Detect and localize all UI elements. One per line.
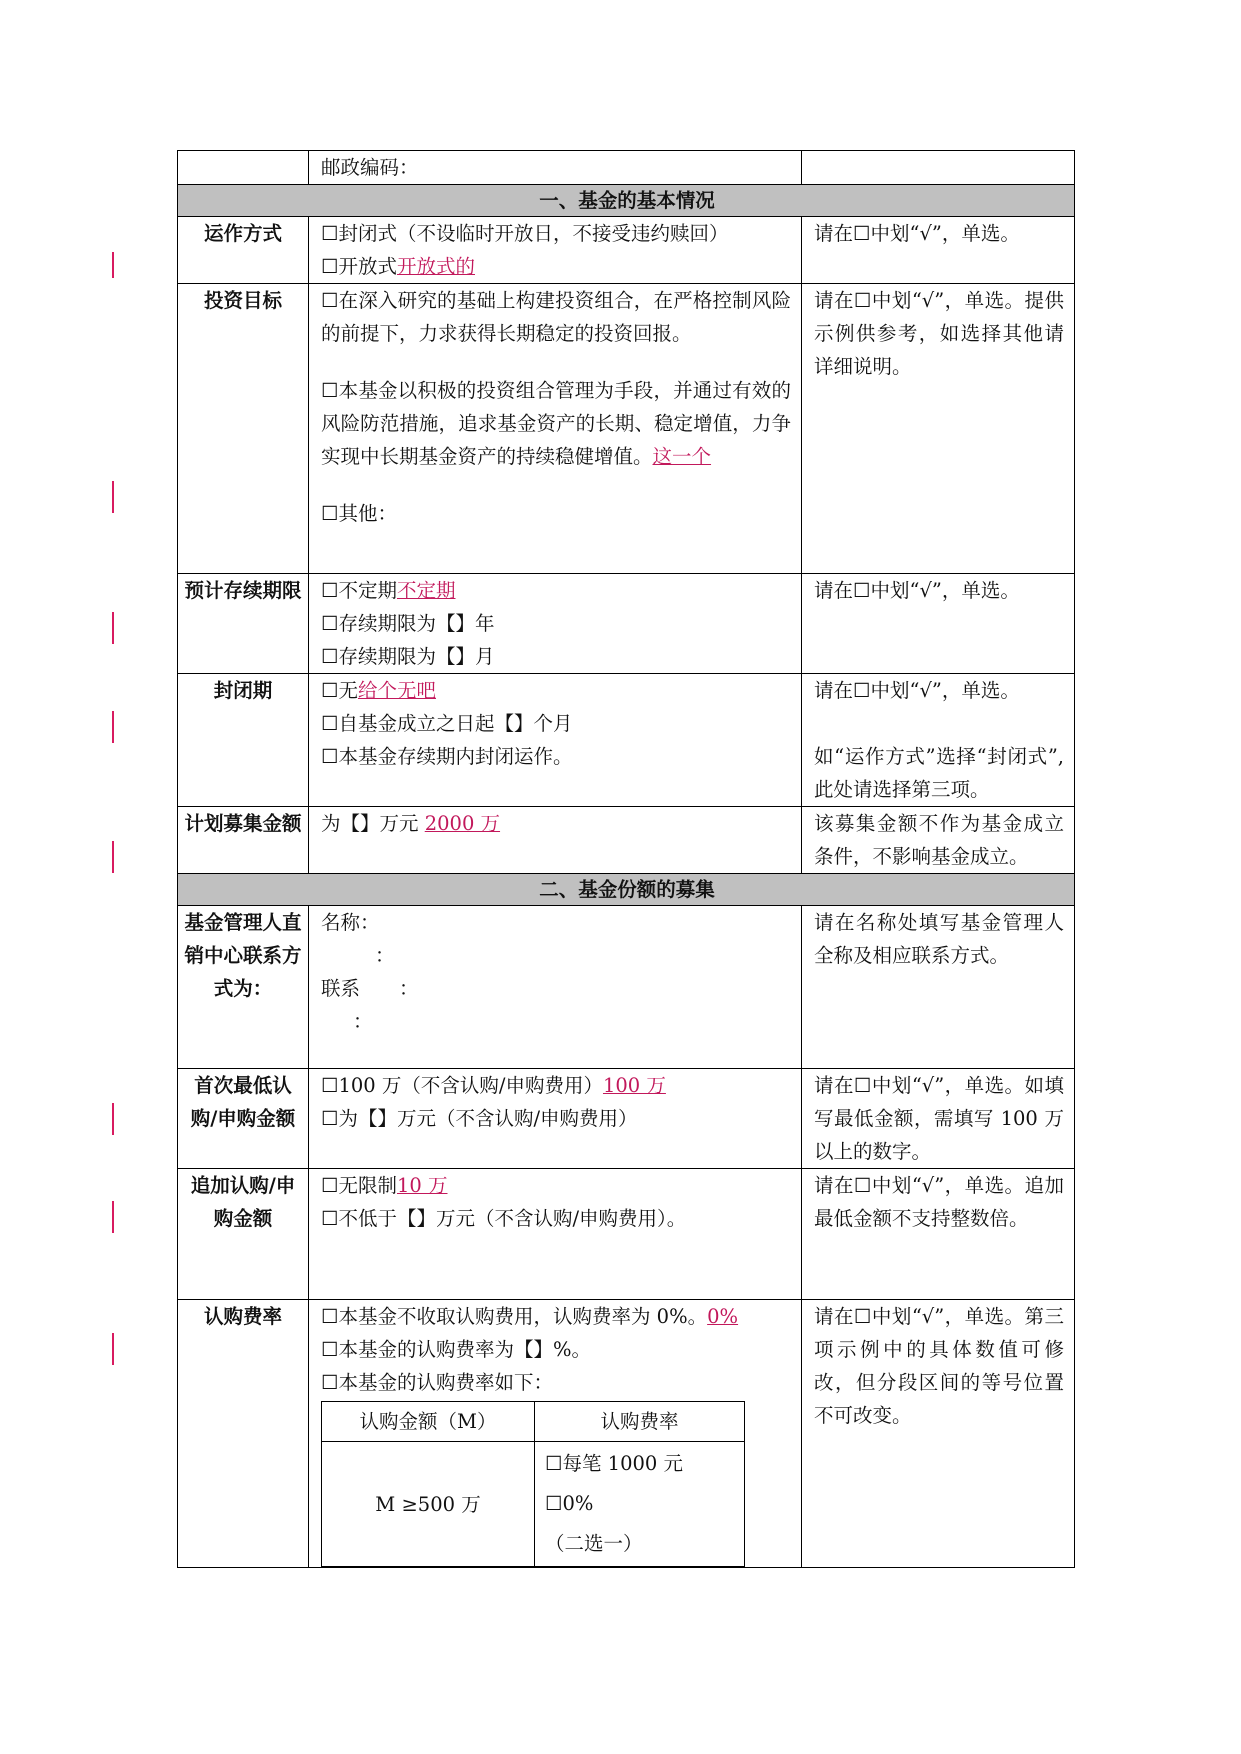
revision-bar [112, 1333, 114, 1365]
choose-one-note: （二选一） [545, 1532, 643, 1555]
section-title: 一、基金的基本情况 [178, 185, 1075, 217]
option-text: ☐不定期 [321, 579, 397, 602]
empty-cell [802, 151, 1075, 185]
row-label: 追加认购/申购金额 [178, 1169, 309, 1300]
instruction-note: 该募集金额不作为基金成立条件，不影响基金成立。 [802, 807, 1075, 874]
inserted-text: 100 万 [602, 1074, 666, 1097]
instruction-note [802, 674, 1075, 807]
contact-field[interactable]: ： [375, 944, 395, 967]
option-years[interactable]: ☐存续期限为【】年 [321, 612, 495, 635]
option-months-from-start[interactable]: ☐自基金成立之日起【】个月 [321, 712, 573, 735]
revision-bar [112, 1103, 114, 1135]
contact-name-field[interactable]: 名称： [321, 911, 380, 934]
option-text: ☐无 [321, 679, 358, 702]
option-per-trade[interactable]: ☐每笔 1000 元 [545, 1452, 684, 1475]
instruction-note: 请在☐中划“√”，单选。追加最低金额不支持整数倍。 [802, 1169, 1075, 1300]
row-label: 封闭期 [178, 674, 309, 807]
note-line: 如“运作方式”选择“封闭式”,此处请选择第三项。 [814, 745, 1064, 801]
fee-table-header [322, 1402, 745, 1442]
row-label: 首次最低认购/申购金额 [178, 1069, 309, 1169]
revision-bar [112, 711, 114, 743]
instruction-note: 请在☐中划“√”，单选。 [802, 217, 1075, 284]
instruction-note: 请在☐中划“√”，单选。如填写最低金额，需填写 100 万以上的数字。 [802, 1069, 1075, 1169]
option-objective-2[interactable] [321, 374, 791, 473]
fee-schedule-table [321, 1401, 745, 1567]
option-not-less-than[interactable]: ☐不低于【】万元（不含认购/申购费用）。 [321, 1207, 687, 1230]
objective-row [178, 284, 1075, 574]
option-no-fee[interactable] [321, 1300, 791, 1333]
option-custom-amount[interactable]: ☐为【】万元（不含认购/申购费用） [321, 1107, 638, 1130]
inserted-text: 这一个 [652, 445, 712, 468]
option-open[interactable] [321, 250, 791, 283]
inserted-text: 不定期 [396, 579, 456, 602]
contact-method-field[interactable]: 联系 ： [321, 977, 419, 1000]
option-text: ☐开放式 [321, 255, 397, 278]
rate-cell [535, 1442, 745, 1567]
options-cell [309, 217, 802, 284]
option-unlimited[interactable] [321, 1169, 791, 1202]
option-fee-schedule[interactable]: ☐本基金的认购费率如下： [321, 1371, 553, 1394]
column-header: 认购费率 [535, 1402, 745, 1442]
option-indefinite[interactable] [321, 574, 791, 607]
option-objective-other[interactable]: ☐其他： [321, 502, 397, 525]
inserted-text: 0% [707, 1305, 739, 1328]
options-cell [309, 674, 802, 807]
closed-period-row [178, 674, 1075, 807]
option-closed-throughout[interactable]: ☐本基金存续期内封闭运作。 [321, 745, 573, 768]
section-header-basic [178, 185, 1075, 217]
instruction-note: 请在名称处填写基金管理人全称及相应联系方式。 [802, 906, 1075, 1069]
option-zero-rate[interactable]: ☐0% [545, 1492, 594, 1515]
additional-row [178, 1169, 1075, 1300]
option-none[interactable] [321, 674, 791, 707]
revision-bar [112, 841, 114, 873]
options-cell [309, 807, 802, 874]
options-cell [309, 574, 802, 674]
instruction-note: 请在☐中划“√”，单选。 [802, 574, 1075, 674]
option-100w[interactable] [321, 1069, 791, 1102]
instruction-note: 请在☐中划“√”，单选。提供示例供参考，如选择其他请详细说明。 [802, 284, 1075, 574]
note-gap [814, 707, 1064, 740]
postcode-row [178, 151, 1075, 185]
options-cell [309, 1300, 802, 1568]
row-label: 基金管理人直销中心联系方式为： [178, 906, 309, 1069]
revision-bar [112, 252, 114, 278]
row-label: 预计存续期限 [178, 574, 309, 674]
section-title: 二、基金份额的募集 [178, 874, 1075, 906]
option-fee-rate[interactable]: ☐本基金的认购费率为【】%。 [321, 1338, 592, 1361]
option-text: ☐无限制 [321, 1174, 397, 1197]
section-header-raising [178, 874, 1075, 906]
amount-cell: M ≥500 万 [322, 1442, 535, 1567]
inserted-text: 10 万 [396, 1174, 448, 1197]
raise-amount-row [178, 807, 1075, 874]
postcode-field[interactable]: 邮政编码： [309, 151, 802, 185]
duration-row [178, 574, 1075, 674]
row-label: 运作方式 [178, 217, 309, 284]
inserted-text: 2000 万 [424, 812, 501, 835]
option-text: ☐本基金不收取认购费用，认购费率为 0%。 [321, 1305, 708, 1328]
contact-field[interactable]: ： [353, 1010, 373, 1033]
option-text: ☐本基金以积极的投资组合管理为手段，并通过有效的风险防范措施，追求基金资产的长期、稳定增值，力争实现中长期基金资产的持续稳健增值。 [321, 379, 791, 468]
inserted-text: 给个无吧 [357, 679, 436, 702]
instruction-note: 请在☐中划“√”，单选。第三项示例中的具体数值可修改，但分段区间的等号位置不可改变。 [802, 1300, 1075, 1568]
option-text: ☐100 万（不含认购/申购费用） [321, 1074, 603, 1097]
options-cell [309, 284, 802, 574]
option-closed[interactable]: ☐封闭式（不设临时开放日，不接受违约赎回） [321, 222, 729, 245]
option-objective-1[interactable]: ☐在深入研究的基础上构建投资组合，在严格控制风险的前提下，力求获得长期稳定的投资回报。 [321, 289, 791, 345]
contact-cell [309, 906, 802, 1069]
revision-bar [112, 481, 114, 513]
fund-info-table [177, 150, 1075, 1568]
options-cell [309, 1069, 802, 1169]
note-line: 请在☐中划“√”，单选。 [814, 679, 1020, 702]
fee-table-row [322, 1442, 745, 1567]
options-cell [309, 1169, 802, 1300]
first-min-row [178, 1069, 1075, 1169]
contact-row [178, 906, 1075, 1069]
fee-row [178, 1300, 1075, 1568]
revision-bar [112, 1201, 114, 1233]
inserted-text: 开放式的 [396, 255, 475, 278]
option-months[interactable]: ☐存续期限为【】月 [321, 645, 495, 668]
row-label: 认购费率 [178, 1300, 309, 1568]
revision-bar [112, 612, 114, 644]
operation-row [178, 217, 1075, 284]
raise-amount-field[interactable]: 为【】万元 [321, 812, 419, 835]
row-label: 投资目标 [178, 284, 309, 574]
column-header: 认购金额（M） [322, 1402, 535, 1442]
row-label: 计划募集金额 [178, 807, 309, 874]
empty-cell [178, 151, 309, 185]
